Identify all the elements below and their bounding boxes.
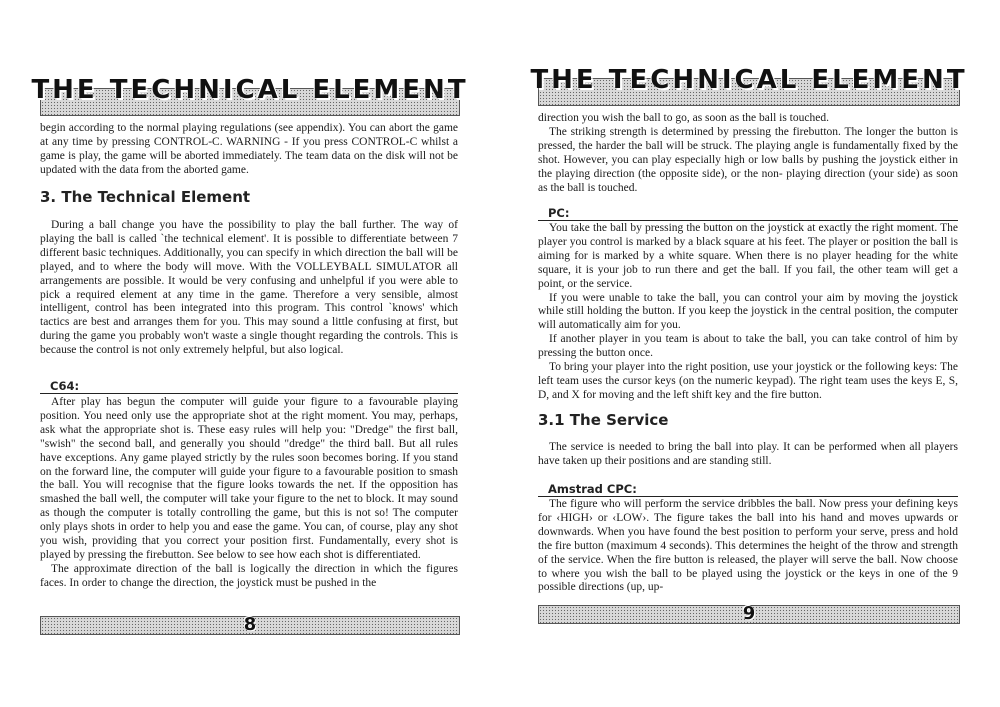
intro-text [40, 122, 458, 178]
pc-heading: PC: [538, 206, 958, 221]
c64-text [40, 396, 458, 591]
service-heading: 3.1 The Service [538, 411, 669, 429]
service-paragraph: The service is needed to bring the ball into play. It can be performed when all players have taken up their positions and are standing still. [538, 441, 958, 467]
continued-paragraph: direction you wish the ball to go, as soon as the ball is touched. [538, 112, 829, 124]
continued-text [538, 112, 958, 195]
pc-paragraph: To bring your player into the right position, use your joystick or the following keys: The left team uses the cursor keys (on the numeric keypad). The right team uses the keys E, S, D, and X for moving and the left shift key and the fire button. [538, 361, 958, 401]
header-banner [31, 75, 469, 116]
pc-paragraph: If another player in you team is about to take the ball, you can take control of him by pressing the button once. [538, 333, 958, 360]
amstrad-text [538, 498, 958, 595]
pc-paragraph: If you were unable to take the ball, you can control your aim by moving the joystick while still holding the button. If you keep the joystick in the central position, the computer will automatically aim for you. [538, 291, 958, 332]
footer-bar [40, 616, 460, 635]
page-number: 8 [243, 614, 257, 635]
service-text [538, 441, 958, 469]
c64-heading: C64: [40, 379, 458, 394]
left-page [31, 0, 469, 707]
section-heading: 3. The Technical Element [40, 188, 251, 206]
pc-text [538, 222, 958, 403]
section-paragraph: During a ball change you have the possibility to play the ball further. The way of playing the ball is called `the technical element'. It is possible to differentiate between 7 different basic techniques. Additionally, you can specify in which direction the ball will be played, and to where the body will move. With the VOLLEYBALL SIMULATOR all arrangements are possible. It would be very confusing and unhelpful if you were able to pick a required element at any time in the game. Therefore a very sensible, almost intelligent, control has been integrated into this program. This control `knows' which tactics are best and arranges them for you. This may sound a little confusing at first, but during the game you probably won't waste a single thought regarding the controls. This is because the control is not only extremely helpful, but also logical. [40, 219, 458, 357]
header-banner [530, 65, 968, 106]
banner-title: THE TECHNICAL ELEMENT [31, 75, 469, 105]
amstrad-paragraph: The figure who will perform the service dribbles the ball. Now press your defining keys for ‹HIGH› or ‹LOW›. The figure takes the ball into his hand and moves upwards or downwards. When you have found the best position to perform your serve, press and hold the fire button (maximum 4 seconds). This determines the height of the throw and strength of the service. When the fire button is released, the player will serve the ball. Now choose to where you wish the ball to be played using the joystick or the keys in one of the 9 possible directions (up, up- [538, 498, 958, 594]
right-page [530, 0, 968, 707]
pc-paragraph: You take the ball by pressing the button on the joystick at exactly the right moment. The player you control is marked by a black square at his feet. The player or position the ball is aiming for is marked by a white square. When there is no player heading for the white square, it is your job to run there and get the ball. If you fail, the other team will get a point, or the service. [538, 222, 958, 290]
page-number: 9 [742, 603, 756, 624]
continued-paragraph: The striking strength is determined by pressing the firebutton. The longer the button is pressed, the harder the ball will be struck. The playing angle is fundamentally fixed by the shot. However, you can play especially high or low balls by pushing the joystick either in the playing direction (the opposite side), or the non- playing direction (your side) as soon as the ball is touched. [538, 125, 958, 194]
c64-paragraph: The approximate direction of the ball is logically the direction in which the figures faces. In order to change the direction, the joystick must be pushed in the [40, 562, 458, 589]
banner-title: THE TECHNICAL ELEMENT [530, 65, 968, 95]
amstrad-heading: Amstrad CPC: [538, 482, 958, 497]
c64-paragraph: After play has begun the computer will guide your figure to a favourable playing position. You need only use the appropriate shot at the right moment. You may, perhaps, ask what the appropriate shot is. These easy rules will help you: "Dredge" the first ball, "swish" the second ball, and generally you should "dredge" the third ball. But all rules have exceptions. Any game played strictly by the rules soon becomes boring. If you stand on the forward line, the computer will guide your figure to a favourable position to smash the ball. You will recognise that the figure looks towards the net. If the opposition has smashed the ball well, the computer will take your figure to the net to block. It may sound as though the computer is totally controlling the game, but this is not so! The computer only plays shots in order to help you and ease the game. You can, of course, play any shot you wish, providing that you correct your position first. Fundamentally, every shot is played by pressing the firebutton. See below to see how each shot is differentiated. [40, 396, 458, 561]
section-text [40, 219, 458, 358]
footer-bar [538, 605, 960, 624]
intro-paragraph: begin according to the normal playing regulations (see appendix). You can abort the game at any time by pressing CONTROL-C. WARNING - If you press CONTROL-C whilst a game is play, the game will be aborted immediately. The team data on the disk will not be updated with the data from the aborted game. [40, 122, 458, 176]
